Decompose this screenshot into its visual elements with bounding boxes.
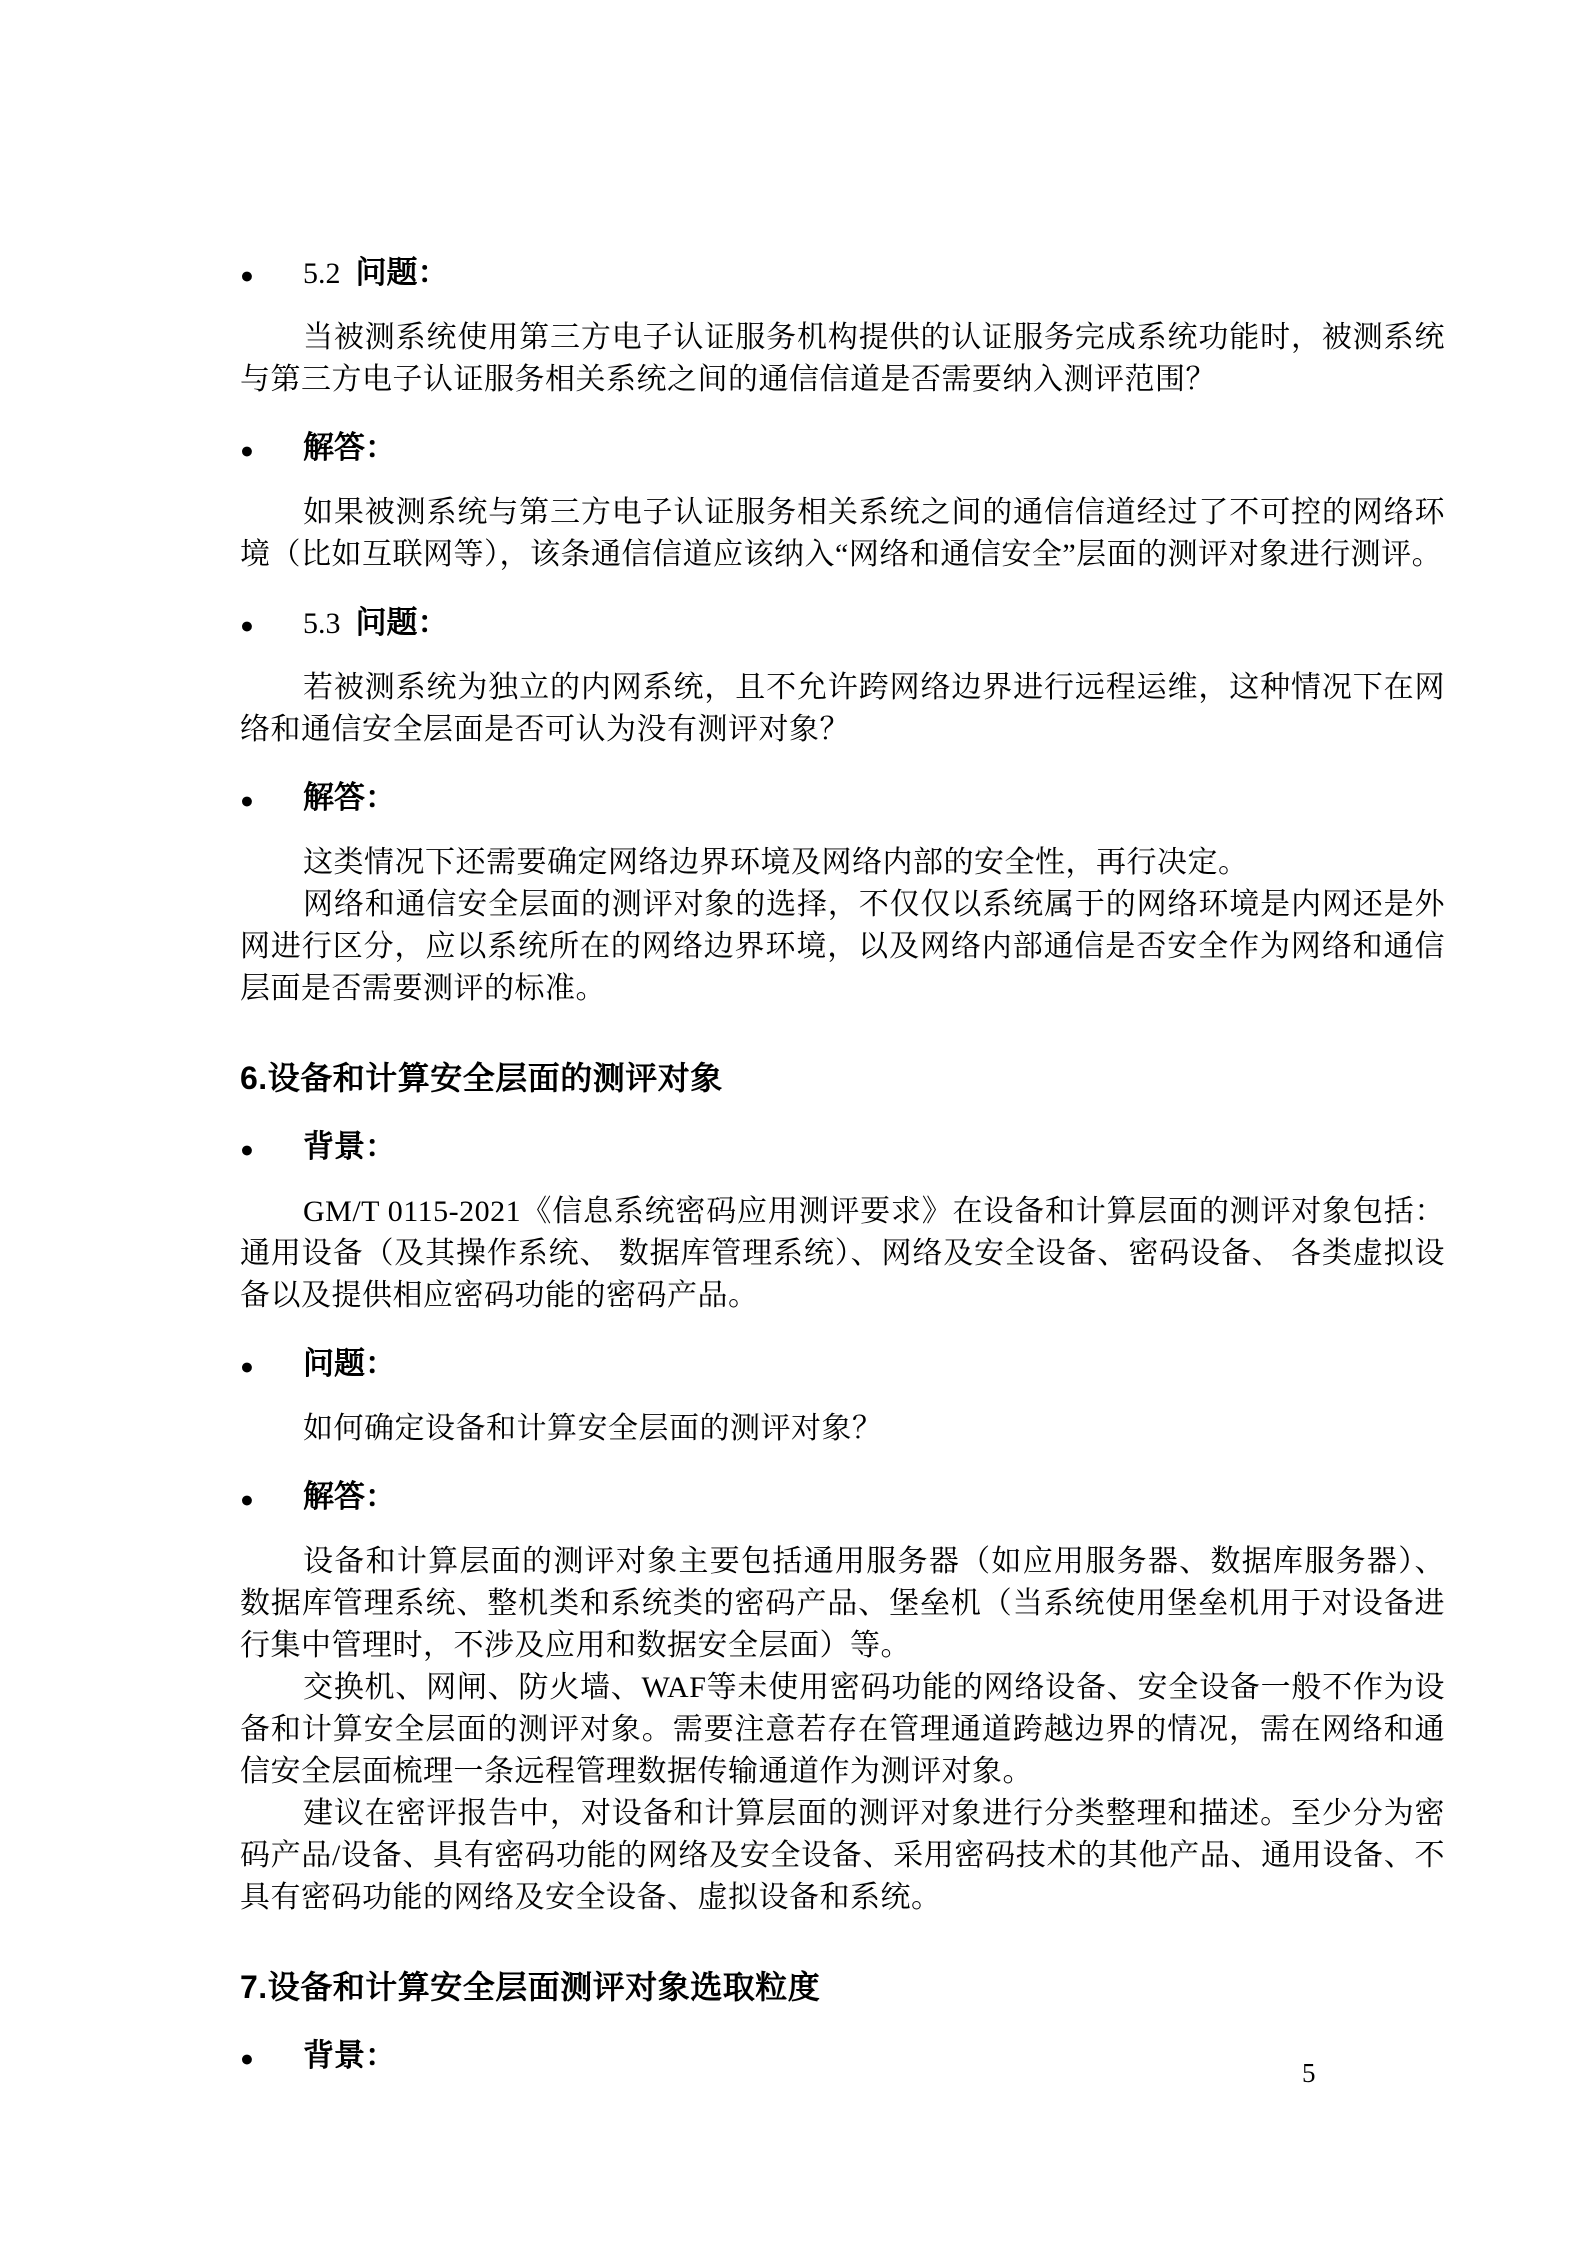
background-label: 背景： <box>303 1129 396 1164</box>
paragraph: 这类情况下还需要确定网络边界环境及网络内部的安全性，再行决定。 <box>303 846 1249 879</box>
paragraph: 交换机、网闸、防火墙、WAF等未使用密码功能的网络设备、安全设备一般不作为设备和计算安全层面的测评对象。需要注意若存在管理通道跨越边界的情况，需在网络和通信安全层面梳理一条远程管理数据传输通道作为测评对象。 <box>240 1671 1445 1788</box>
page-number: 5 <box>1302 2058 1316 2088</box>
bullet-icon: ● <box>240 263 254 288</box>
section-heading-7: 7.设备和计算安全层面测评对象选取粒度 <box>240 1969 821 2005</box>
bullet-icon: ● <box>240 613 254 638</box>
answer-label: 解答： <box>303 780 396 815</box>
bullet-item-background <box>240 1126 1445 1171</box>
bullet-item-answer <box>240 1476 1445 1521</box>
bullet-item-answer <box>240 427 1445 472</box>
bullet-item-answer <box>240 777 1445 822</box>
bullet-icon: ● <box>240 1354 254 1379</box>
question-label: 问题： <box>355 605 449 640</box>
paragraph: 设备和计算层面的测评对象主要包括通用服务器（如应用服务器、数据库服务器）、数据库管理系统、整机类和系统类的密码产品、堡垒机（当系统使用堡垒机用于对设备进行集中管理时，不涉及应用和数据安全层面）等。 <box>240 1545 1445 1662</box>
paragraph: 当被测系统使用第三方电子认证服务机构提供的认证服务完成系统功能时，被测系统与第三方电子认证服务相关系统之间的通信信道是否需要纳入测评范围？ <box>240 321 1445 396</box>
section-heading-6: 6.设备和计算安全层面的测评对象 <box>240 1060 723 1096</box>
bullet-icon: ● <box>240 788 254 813</box>
paragraph: 网络和通信安全层面的测评对象的选择，不仅仅以系统属于的网络环境是内网还是外网进行区分，应以系统所在的网络边界环境，以及网络内部通信是否安全作为网络和通信层面是否需要测评的标准。 <box>240 888 1445 1005</box>
background-label: 背景： <box>303 2038 396 2073</box>
bullet-item-question-5-3 <box>240 602 1445 647</box>
bullet-icon: ● <box>240 1487 254 1512</box>
paragraph: 如果被测系统与第三方电子认证服务相关系统之间的通信信道经过了不可控的网络环境（比如互联网等），该条通信信道应该纳入“网络和通信安全”层面的测评对象进行测评。 <box>240 496 1445 571</box>
bullet-icon: ● <box>240 438 254 463</box>
bullet-item-background <box>240 2035 1445 2080</box>
bullet-item-question <box>240 1343 1445 1388</box>
answer-label: 解答： <box>303 430 396 465</box>
question-label: 问题： <box>355 255 449 290</box>
question-number: 5.3 <box>303 607 341 640</box>
bullet-icon: ● <box>240 1137 254 1162</box>
paragraph: 如何确定设备和计算安全层面的测评对象？ <box>303 1412 883 1445</box>
paragraph: GM/T 0115-2021《信息系统密码应用测评要求》在设备和计算层面的测评对象包括：通用设备（及其操作系统、 数据库管理系统）、网络及安全设备、密码设备、 各类虚拟设备以及提供相应密码功能的密码产品。 <box>240 1195 1445 1312</box>
paragraph: 若被测系统为独立的内网系统，且不允许跨网络边界进行远程运维，这种情况下在网络和通信安全层面是否可认为没有测评对象？ <box>240 671 1445 746</box>
bullet-item-question-5-2 <box>240 252 1445 297</box>
paragraph: 建议在密评报告中，对设备和计算层面的测评对象进行分类整理和描述。至少分为密码产品/设备、具有密码功能的网络及安全设备、采用密码技术的其他产品、通用设备、不具有密码功能的网络及安全设备、虚拟设备和系统。 <box>240 1797 1445 1914</box>
question-number: 5.2 <box>303 257 341 290</box>
question-label: 问题： <box>303 1346 396 1381</box>
answer-label: 解答： <box>303 1479 396 1514</box>
bullet-icon: ● <box>240 2046 254 2071</box>
